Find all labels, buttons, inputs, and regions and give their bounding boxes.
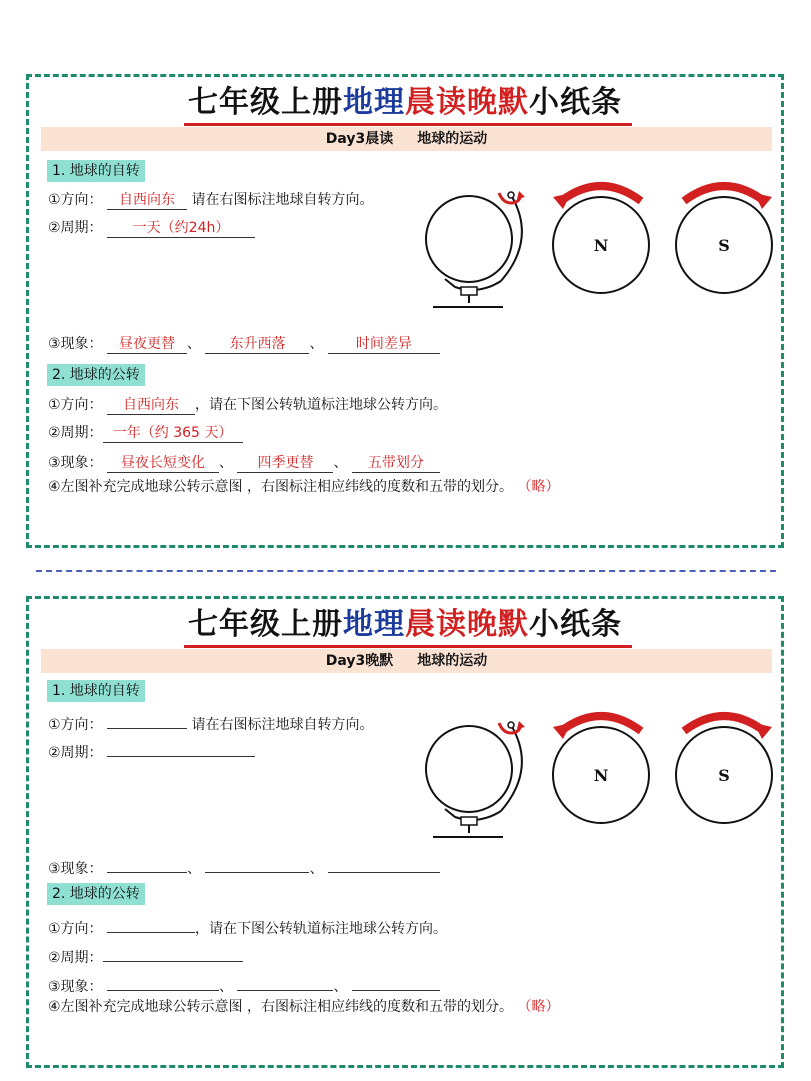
answer-blank[interactable]: 昼夜更替	[107, 335, 187, 354]
answer-blank[interactable]: 四季更替	[237, 454, 333, 473]
revolution-phenomena-row	[48, 453, 440, 473]
instruction-text: 请在右图标注地球自转方向。	[191, 717, 374, 733]
separator: 、	[219, 979, 234, 995]
answer-blank[interactable]: 五带划分	[352, 454, 440, 473]
title-part-subject: 地理	[343, 85, 405, 120]
subtitle-day: Day3晚默	[325, 653, 394, 669]
label: ①方向：	[48, 921, 103, 937]
label: ①方向：	[48, 192, 103, 208]
separator: 、	[309, 861, 324, 877]
globe-diagram	[419, 183, 531, 315]
label: ①方向：	[48, 717, 103, 733]
label: ③现象：	[48, 861, 103, 877]
label: ②周期：	[48, 220, 103, 236]
title-part-note: 小纸条	[529, 607, 622, 642]
title-underline	[184, 645, 632, 648]
revolution-period-row	[48, 943, 243, 968]
answer-blank[interactable]: 昼夜长短变化	[107, 454, 219, 473]
rotation-direction-row	[48, 190, 373, 210]
task-row	[48, 477, 559, 497]
title-part-subject: 地理	[343, 607, 405, 642]
north-pole-diagram	[549, 175, 653, 295]
answer-blank[interactable]	[205, 854, 309, 873]
north-label: N	[593, 766, 609, 785]
subtitle-day: Day3晨读	[325, 131, 394, 147]
label: ②周期：	[48, 950, 103, 966]
north-label: N	[593, 236, 609, 255]
revolution-direction-row	[48, 914, 447, 939]
answer-blank[interactable]	[237, 972, 333, 991]
evening-card	[26, 596, 784, 1068]
title-part-activity: 晨读晚默	[405, 607, 529, 642]
separator: 、	[219, 455, 234, 471]
title-part-activity: 晨读晚默	[405, 85, 529, 120]
section-revolution-heading: 2. 地球的公转	[47, 883, 145, 905]
title-underline	[184, 123, 632, 126]
cut-line-divider	[36, 570, 776, 572]
card-title	[29, 83, 781, 123]
separator: 、	[187, 336, 202, 352]
label: ②周期：	[48, 425, 103, 441]
separator: 、	[333, 455, 348, 471]
instruction-text: 请在右图标注地球自转方向。	[191, 192, 374, 208]
globe-diagram	[419, 713, 531, 845]
morning-card	[26, 74, 784, 548]
instruction-text: ，请在下图公转轨道标注地球公转方向。	[195, 921, 448, 937]
answer-blank[interactable]	[107, 972, 219, 991]
rotation-period-row	[48, 738, 255, 763]
answer-blank[interactable]	[328, 854, 440, 873]
subtitle-bar	[41, 649, 772, 673]
answer-blank[interactable]	[107, 738, 255, 757]
section-revolution-heading: 2. 地球的公转	[47, 364, 145, 386]
rotation-phenomena-row	[48, 854, 440, 879]
label: ①方向：	[48, 397, 103, 413]
answer-blank[interactable]: 东升西落	[205, 335, 309, 354]
title-part-grade: 七年级上册	[188, 85, 343, 120]
answer-blank[interactable]	[352, 972, 440, 991]
north-pole-diagram	[549, 705, 653, 825]
section-rotation-heading: 1. 地球的自转	[47, 680, 145, 702]
task-note: （略）	[517, 479, 560, 495]
subtitle-topic: 地球的运动	[417, 131, 488, 147]
south-label: S	[718, 236, 730, 255]
task-text: ④左图补充完成地球公转示意图 ，右图标注相应纬线的度数和五带的划分。	[48, 999, 513, 1015]
separator: 、	[309, 336, 324, 352]
label: ③现象：	[48, 455, 103, 471]
rotation-direction-row	[48, 710, 373, 735]
separator: 、	[187, 861, 202, 877]
south-pole-diagram	[672, 705, 776, 825]
answer-blank[interactable]: 一天（约24h）	[107, 219, 255, 238]
title-part-grade: 七年级上册	[188, 607, 343, 642]
answer-blank[interactable]: 时间差异	[328, 335, 440, 354]
answer-blank[interactable]	[107, 914, 195, 933]
revolution-phenomena-row	[48, 972, 440, 997]
answer-blank[interactable]: 一年（约 365 天）	[103, 424, 243, 443]
answer-blank[interactable]	[103, 943, 243, 962]
south-pole-diagram	[672, 175, 776, 295]
south-label: S	[718, 766, 730, 785]
rotation-phenomena-row	[48, 334, 440, 354]
answer-blank[interactable]: 自西向东	[107, 396, 195, 415]
task-note: （略）	[517, 999, 560, 1015]
task-row	[48, 997, 559, 1017]
instruction-text: ，请在下图公转轨道标注地球公转方向。	[195, 397, 448, 413]
answer-blank[interactable]	[107, 710, 187, 729]
title-part-note: 小纸条	[529, 85, 622, 120]
revolution-direction-row	[48, 395, 447, 415]
separator: 、	[333, 979, 348, 995]
label: ③现象：	[48, 979, 103, 995]
answer-blank[interactable]	[107, 854, 187, 873]
subtitle-topic: 地球的运动	[417, 653, 488, 669]
subtitle-bar	[41, 127, 772, 151]
revolution-period-row	[48, 423, 243, 443]
rotation-period-row	[48, 218, 255, 238]
card-title	[29, 605, 781, 645]
task-text: ④左图补充完成地球公转示意图 ，右图标注相应纬线的度数和五带的划分。	[48, 479, 513, 495]
label: ③现象：	[48, 336, 103, 352]
section-rotation-heading: 1. 地球的自转	[47, 160, 145, 182]
label: ②周期：	[48, 745, 103, 761]
answer-blank[interactable]: 自西向东	[107, 191, 187, 210]
